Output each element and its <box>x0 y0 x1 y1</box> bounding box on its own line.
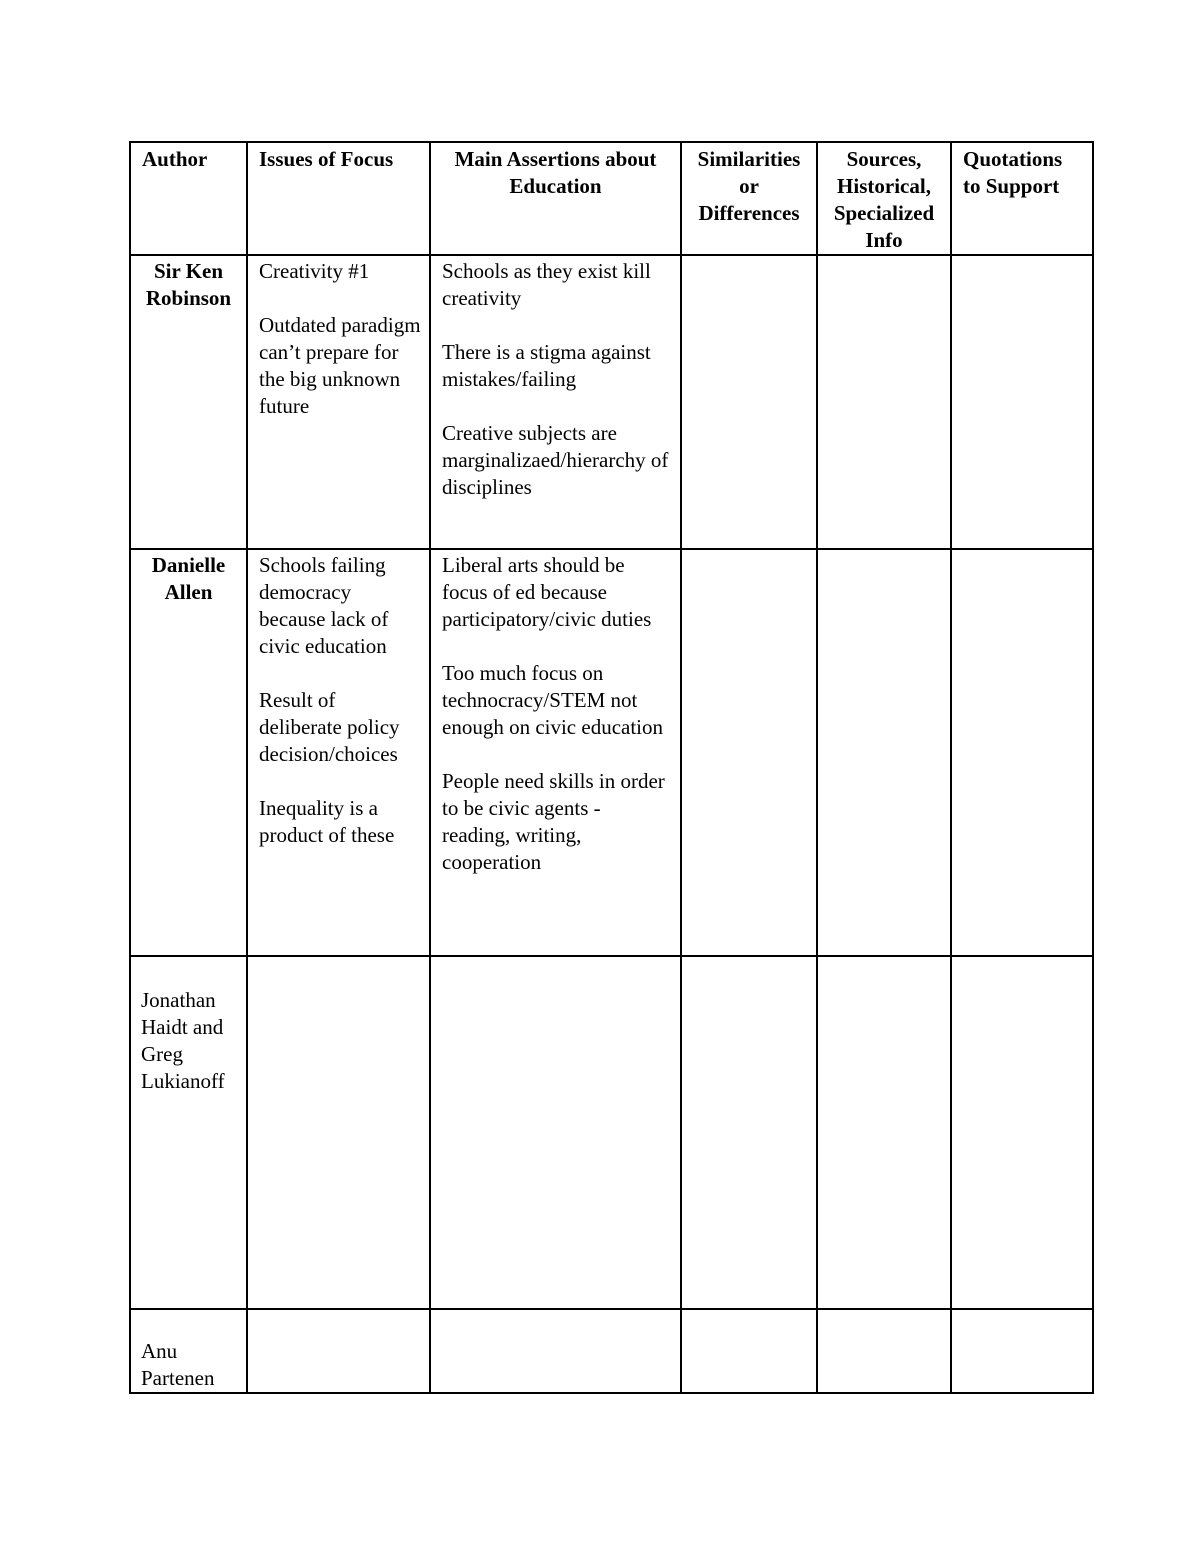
header-issues-of-focus: Issues of Focus <box>247 142 430 255</box>
similarities-cell <box>681 549 817 956</box>
issue-item: Schools failing democracy because lack of civic education <box>259 553 389 658</box>
assertions-cell <box>430 255 681 549</box>
header-row <box>130 142 1093 255</box>
assertion-item: Liberal arts should be focus of ed because participatory/civic duties <box>442 553 652 631</box>
similarities-cell <box>681 956 817 1309</box>
table-row <box>130 1309 1093 1393</box>
quotations-cell <box>951 549 1093 956</box>
table-row <box>130 255 1093 549</box>
table-row <box>130 956 1093 1309</box>
sources-cell <box>817 255 951 549</box>
assertion-item: There is a stigma against mistakes/failing <box>442 340 651 391</box>
assertions-cell <box>430 956 681 1309</box>
header-main-assertions: Main Assertions about Education <box>430 142 681 255</box>
quotations-cell <box>951 255 1093 549</box>
similarities-cell <box>681 255 817 549</box>
issues-cell <box>247 1309 430 1393</box>
header-similarities: Similarities or Differences <box>681 142 817 255</box>
quotations-cell <box>951 956 1093 1309</box>
author-cell: Anu Partenen <box>130 1309 247 1393</box>
issues-cell <box>247 956 430 1309</box>
comparison-table <box>129 141 1094 1394</box>
quotations-cell <box>951 1309 1093 1393</box>
assertion-item: Too much focus on technocracy/STEM not enough on civic education <box>442 661 664 739</box>
sources-cell <box>817 549 951 956</box>
sources-cell <box>817 956 951 1309</box>
table-row <box>130 549 1093 956</box>
sources-cell <box>817 1309 951 1393</box>
similarities-cell <box>681 1309 817 1393</box>
author-cell: Jonathan Haidt and Greg Lukianoff <box>130 956 247 1309</box>
header-quotations: Quotations to Support <box>951 142 1093 255</box>
header-author: Author <box>130 142 247 255</box>
assertion-item: People need skills in order to be civic agents - reading, writing, cooperation <box>442 769 665 874</box>
issue-item: Creativity #1 <box>259 259 370 283</box>
issue-item: Inequality is a product of these <box>259 796 395 847</box>
issue-item: Outdated paradigm can’t prepare for the big unknown future <box>259 313 421 418</box>
author-cell: Sir Ken Robinson <box>130 255 247 549</box>
issue-item: Result of deliberate policy decision/choices <box>259 688 400 766</box>
author-cell: Danielle Allen <box>130 549 247 956</box>
assertions-cell <box>430 549 681 956</box>
assertion-item: Schools as they exist kill creativity <box>442 259 651 310</box>
assertion-item: Creative subjects are marginalizaed/hierarchy of disciplines <box>442 421 669 499</box>
issues-cell <box>247 549 430 956</box>
issues-cell <box>247 255 430 549</box>
assertions-cell <box>430 1309 681 1393</box>
header-sources: Sources, Historical, Specialized Info <box>817 142 951 255</box>
